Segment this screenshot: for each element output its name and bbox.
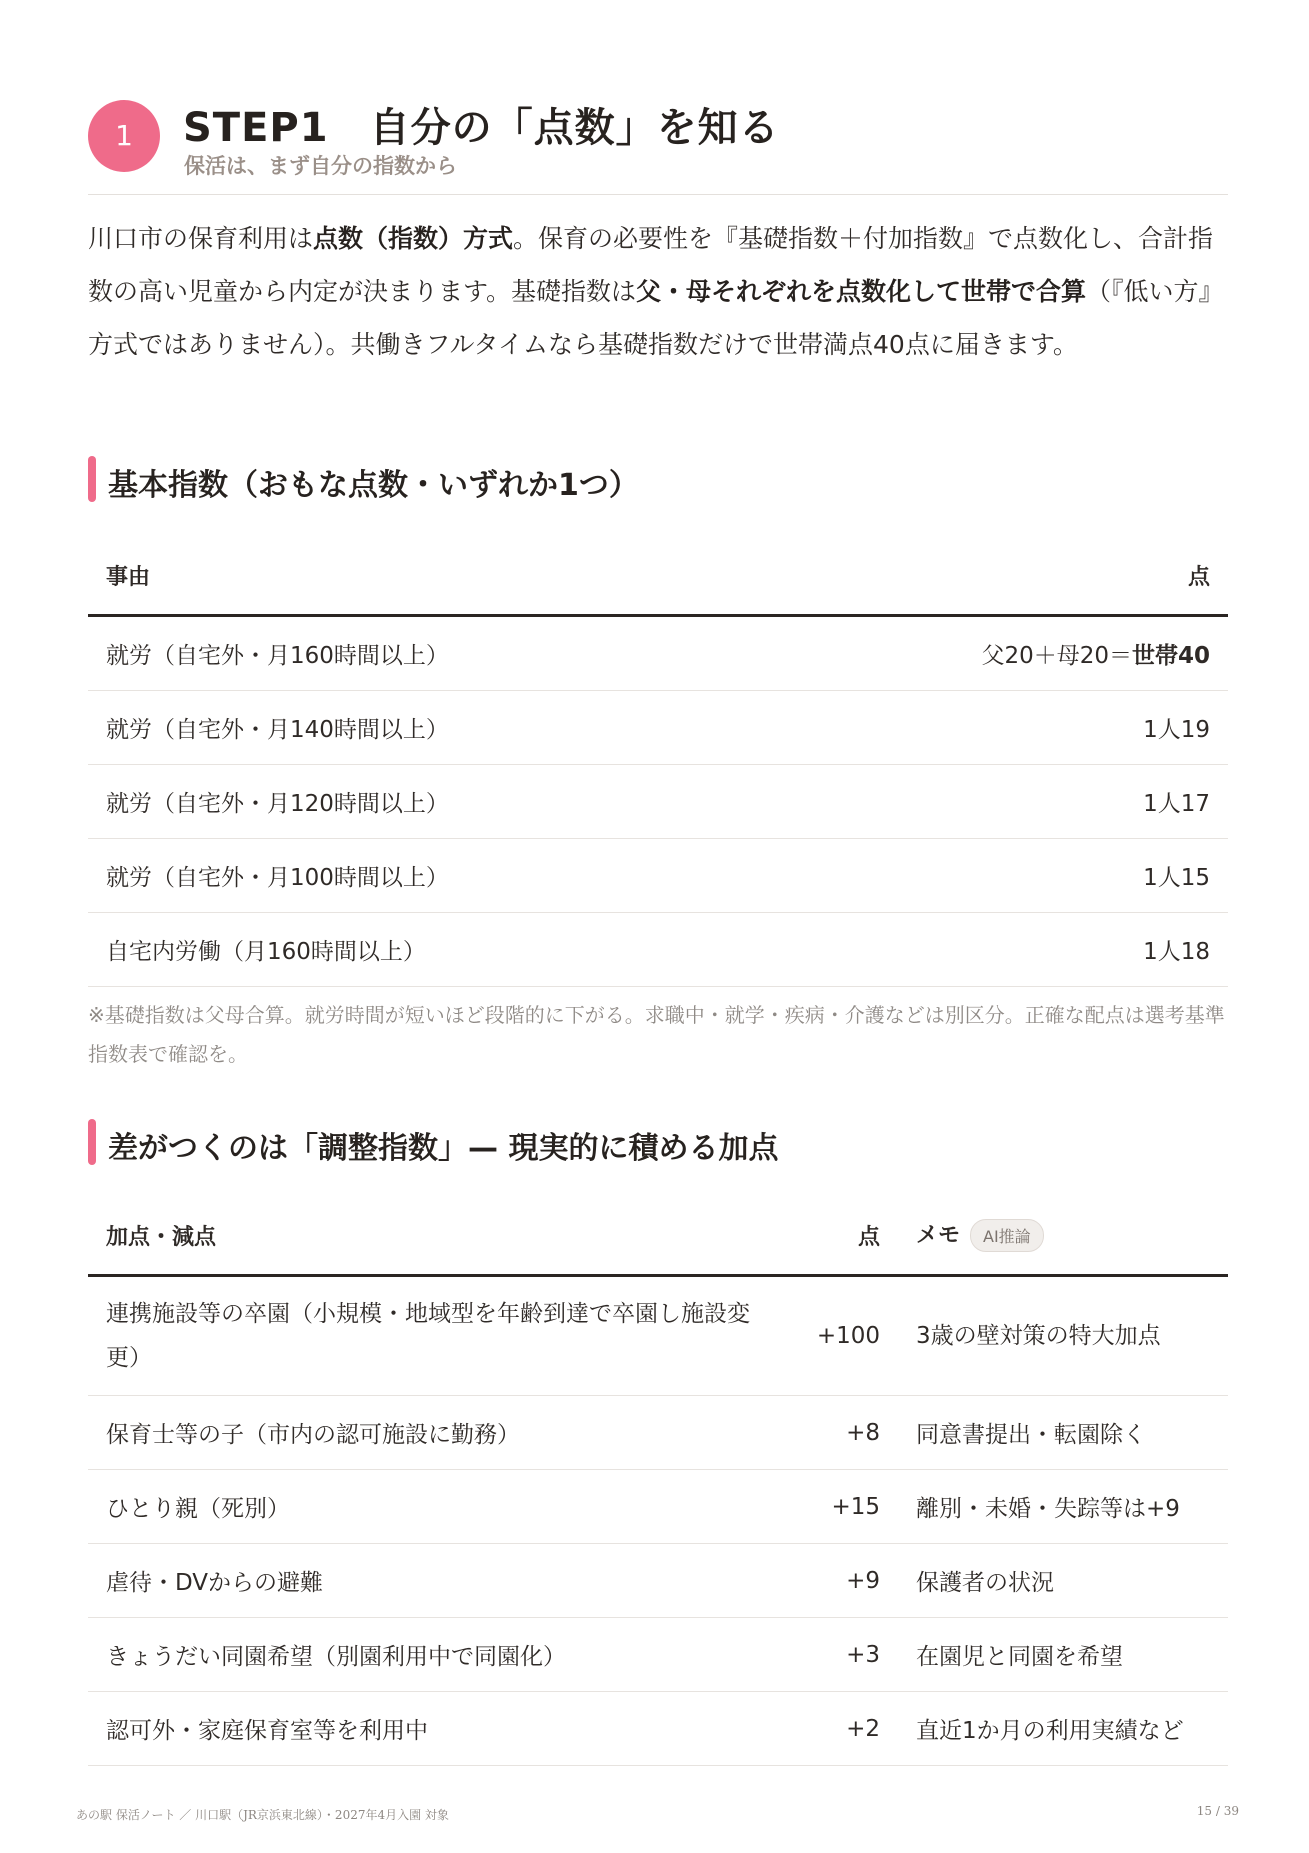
table-row <box>88 616 1228 691</box>
section-heading-adjustment <box>88 1119 1228 1165</box>
cell-item: ひとり親（死別） <box>88 1470 788 1544</box>
cell-points: +15 <box>788 1470 898 1544</box>
cell-item: 虐待・DVからの避難 <box>88 1544 788 1618</box>
table-row <box>88 839 1228 913</box>
cell-item: 保育士等の子（市内の認可施設に勤務） <box>88 1396 788 1470</box>
cell-points: +3 <box>788 1618 898 1692</box>
memo-label: メモ <box>916 1222 961 1248</box>
table-row <box>88 1276 1228 1396</box>
table-header-row <box>88 536 1228 616</box>
table-row <box>88 1470 1228 1544</box>
intro-emphasis: 点数（指数）方式 <box>313 224 514 253</box>
intro-text: 。保育の必要性を『基礎指数＋付加指数』で点数化し、合計指数の高い児童から内定が決まります。基礎指数は <box>88 224 1214 306</box>
page-subtitle: 保活は、まず自分の指数から <box>184 154 457 178</box>
cell-reason: 就労（自宅外・月140時間以上） <box>88 691 759 765</box>
table-row <box>88 1618 1228 1692</box>
cell-reason: 就労（自宅外・月120時間以上） <box>88 765 759 839</box>
table-row <box>88 765 1228 839</box>
cell-memo: 離別・未婚・失踪等は+9 <box>898 1470 1228 1544</box>
intro-emphasis: 父・母それぞれを点数化して世帯で合算 <box>636 277 1087 306</box>
basic-index-note: ※基礎指数は父母合算。就労時間が短いほど段階的に下がる。求職中・就学・疾病・介護などは別区分。正確な配点は選考基準指数表で確認を。 <box>88 1003 1225 1066</box>
page-number: 15 / 39 <box>1196 1804 1239 1818</box>
cell-points: +9 <box>788 1544 898 1618</box>
cell-item: 連携施設等の卒園（小規模・地域型を年齢到達で卒園し施設変更） <box>88 1276 788 1396</box>
cell-points: +2 <box>788 1692 898 1766</box>
section-accent-bar <box>88 456 96 502</box>
cell-points: +100 <box>788 1276 898 1396</box>
step-header <box>88 96 1228 195</box>
table-row <box>88 1544 1228 1618</box>
table-row <box>88 691 1228 765</box>
adjustment-index-table <box>88 1196 1228 1766</box>
basic-index-table <box>88 536 1228 987</box>
intro-text: （『低い方』方式ではありません）。共働きフルタイムなら基礎指数だけで世帯満点40点に届きます。 <box>88 277 1224 359</box>
column-header-item: 加点・減点 <box>88 1196 788 1276</box>
section-title: 基本指数（おもな点数・いずれか1つ） <box>108 468 639 503</box>
cell-points: 1人17 <box>759 765 1228 839</box>
section-title: 差がつくのは「調整指数」— 現実的に積める加点 <box>108 1131 779 1166</box>
footer-source: あの駅 保活ノート ／ 川口駅（JR京浜東北線）・2027年4月入園 対象 <box>76 1808 449 1822</box>
points-text: 父20＋母20＝ <box>981 643 1132 669</box>
cell-memo: 同意書提出・転園除く <box>898 1396 1228 1470</box>
cell-points: 1人19 <box>759 691 1228 765</box>
step-number-badge: 1 <box>88 100 160 172</box>
page-title: STEP1 自分の「点数」を知る <box>183 105 780 151</box>
cell-reason: 就労（自宅外・月100時間以上） <box>88 839 759 913</box>
table-row <box>88 1692 1228 1766</box>
cell-memo: 3歳の壁対策の特大加点 <box>898 1276 1228 1396</box>
section-accent-bar <box>88 1119 96 1165</box>
cell-item: 認可外・家庭保育室等を利用中 <box>88 1692 788 1766</box>
column-header-reason: 事由 <box>88 536 759 616</box>
cell-points <box>759 616 1228 691</box>
cell-memo: 保護者の状況 <box>898 1544 1228 1618</box>
cell-reason: 就労（自宅外・月160時間以上） <box>88 616 759 691</box>
column-header-points: 点 <box>788 1196 898 1276</box>
column-header-memo <box>898 1196 1228 1276</box>
table-row <box>88 913 1228 987</box>
points-emphasis: 世帯40 <box>1131 643 1210 669</box>
cell-reason: 自宅内労働（月160時間以上） <box>88 913 759 987</box>
cell-memo: 在園児と同園を希望 <box>898 1618 1228 1692</box>
cell-points: +8 <box>788 1396 898 1470</box>
intro-paragraph <box>88 212 1228 371</box>
table-header-row <box>88 1196 1228 1276</box>
section-heading-basic <box>88 456 1228 502</box>
table-row <box>88 1396 1228 1470</box>
cell-points: 1人15 <box>759 839 1228 913</box>
intro-text: 川口市の保育利用は <box>88 224 314 253</box>
cell-memo: 直近1か月の利用実績など <box>898 1692 1228 1766</box>
ai-inference-badge: AI推論 <box>970 1219 1044 1252</box>
cell-item: きょうだい同園希望（別園利用中で同園化） <box>88 1618 788 1692</box>
column-header-points: 点 <box>759 536 1228 616</box>
cell-points: 1人18 <box>759 913 1228 987</box>
